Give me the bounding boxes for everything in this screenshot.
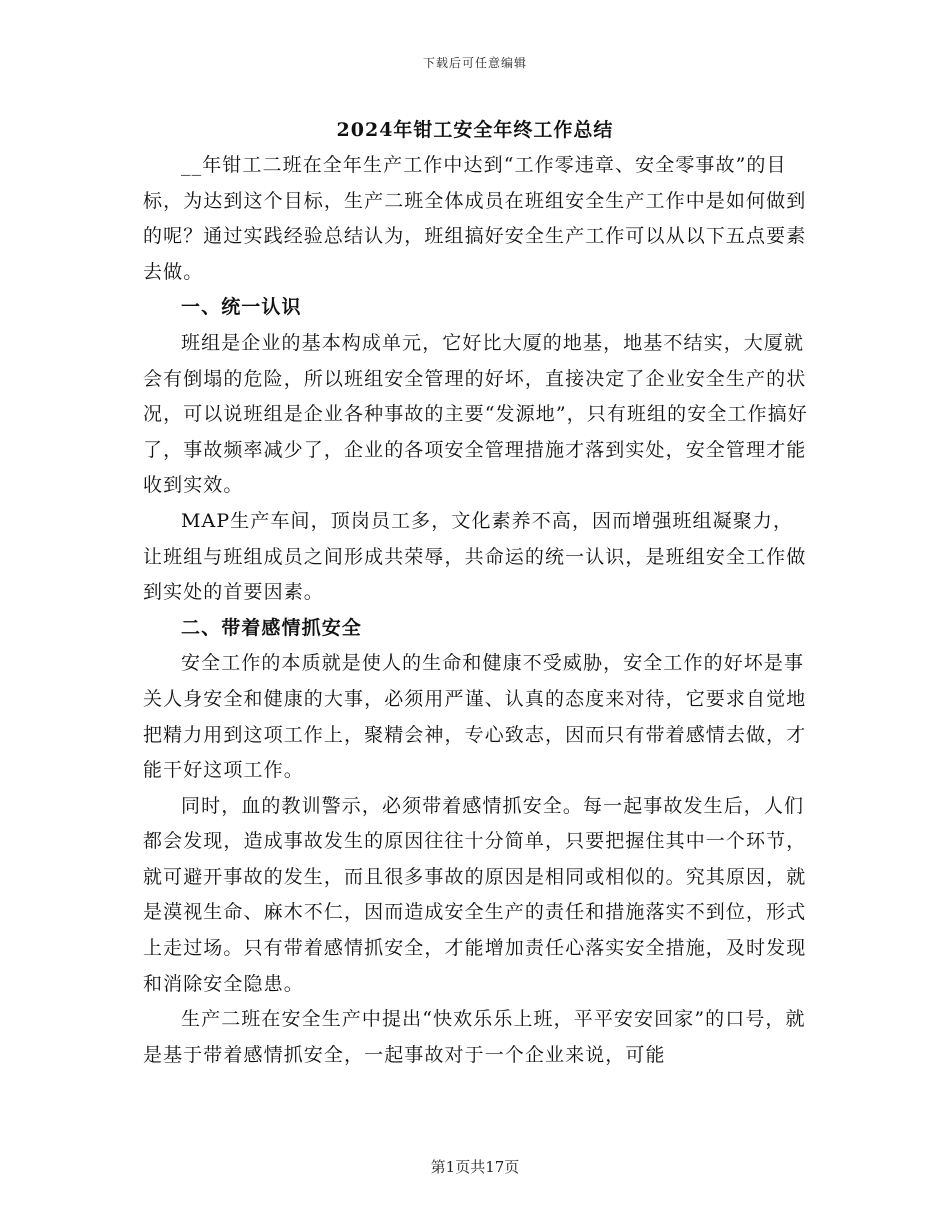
document-body (143, 148, 808, 1073)
section-heading-1: 一、统一认识 (181, 296, 302, 319)
document-title: 2024年钳工安全年终工作总结 (336, 119, 614, 141)
section2-paragraph: 安全工作的本质就是使人的生命和健康不受威胁，安全工作的好坏是事关人身安全和健康的大事，必须用严谨、认真的态度来对待，它要求自觉地把精力用到这项工作上，聚精会神，专心致志，因而只有带着感情去做，才能干好这项工作。 (143, 652, 807, 782)
section-heading-2: 二、带着感情抓安全 (181, 616, 362, 639)
section1-paragraph: 班组是企业的基本构成单元，它好比大厦的地基，地基不结实，大厦就会有倒塌的危险，所以班组安全管理的好坏，直接决定了企业安全生产的状况，可以说班组是企业各种事故的主要“发源地”，只有班组的安全工作搞好了，事故频率减少了，企业的各项安全管理措施才落到实处，安全管理才能收到实效。 (143, 331, 808, 497)
page-number: 第1页共17页 (430, 1158, 520, 1176)
section2-paragraph: 同时，血的教训警示，必须带着感情抓安全。每一起事故发生后，人们都会发现，造成事故发生的原因往往十分简单，只要把握住其中一个环节，就可避开事故的发生，而且很多事故的原因是相同或相似的。究其原因，就是漠视生命、麻木不仁，因而造成安全生产的责任和措施落实不到位，形式上走过场。只有带着感情抓安全，才能增加责任心落实安全措施，及时发现和消除安全隐患。 (143, 794, 807, 995)
section2-paragraph: 生产二班在安全生产中提出“快欢乐乐上班，平平安安回家”的口号，就是基于带着感情抓安全，一起事故对于一个企业来说，可能 (143, 1008, 806, 1066)
section1-paragraph: MAP生产车间，顶岗员工多，文化素养不高，因而增强班组凝聚力，让班组与班组成员之间形成共荣辱，共命运的统一认识，是班组安全工作做到实处的首要因素。 (143, 509, 807, 604)
download-note: 下载后可任意编辑 (422, 56, 527, 70)
intro-paragraph: __年钳工二班在全年生产工作中达到“工作零违章、安全零事故”的目标，为达到这个目标，生产二班全体成员在班组安全生产工作中是如何做到的呢？通过实践经验总结认为，班组搞好安全生产工作可以从以下五点要素去做。 (143, 154, 807, 283)
